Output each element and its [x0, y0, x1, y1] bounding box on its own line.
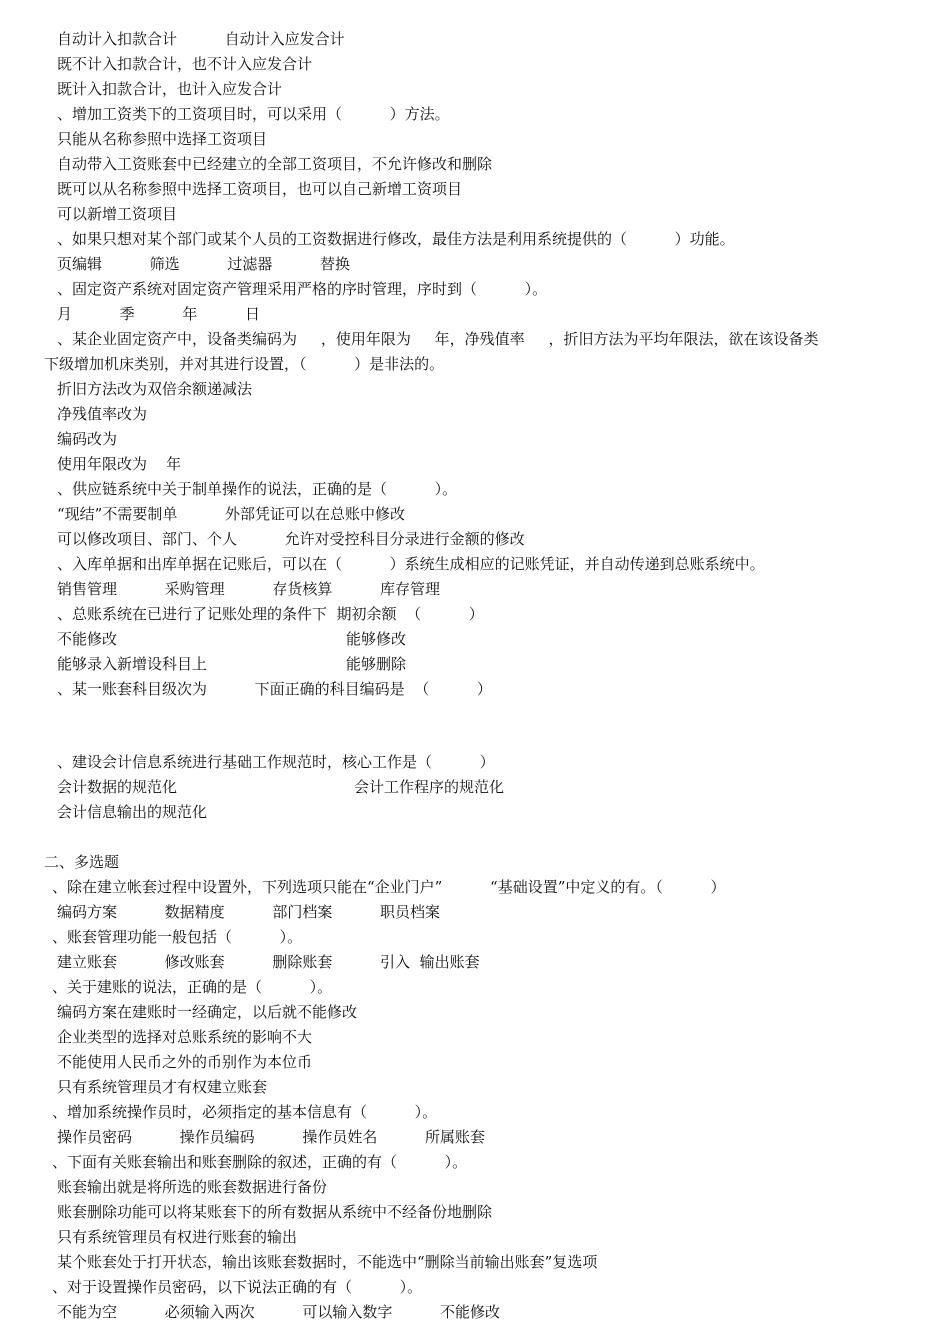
- option-line: 建立账套 修改账套 删除账套 引入 输出账套: [57, 953, 480, 971]
- question-line: 、某一账套科目级次为 下面正确的科目编码是 （ ）: [57, 680, 492, 698]
- option-line: 会计数据的规范化: [57, 778, 178, 796]
- question-line: 、总账系统在已进行了记账处理的条件下 期初余额 （ ）: [57, 605, 484, 623]
- option-line: 可以新增工资项目: [57, 205, 178, 223]
- option-line: 能够录入新增设科目上: [57, 655, 208, 673]
- option-line: 不能使用人民币之外的币别作为本位币: [57, 1053, 313, 1071]
- question-line: 、建设会计信息系统进行基础工作规范时，核心工作是（ ）: [57, 753, 495, 771]
- option-line: 会计信息输出的规范化: [57, 803, 208, 821]
- text-line: 既计入扣款合计，也计入应发合计: [57, 80, 283, 98]
- option-line: 销售管理 采购管理 存货核算 库存管理: [57, 580, 441, 598]
- option-line: 只能从名称参照中选择工资项目: [57, 130, 268, 148]
- option-line: 编码改为: [57, 430, 118, 448]
- option-line: 操作员密码 操作员编码 操作员姓名 所属账套: [57, 1128, 486, 1146]
- question-line-continued: 下级增加机床类别，并对其进行设置，（ ）是非法的。: [44, 355, 445, 373]
- option-line: 会计工作程序的规范化: [354, 778, 505, 796]
- question-line: 、供应链系统中关于制单操作的说法，正确的是（ ）。: [57, 480, 458, 498]
- option-line: 编码方案在建账时一经确定，以后就不能修改: [57, 1003, 358, 1021]
- option-line: 能够删除: [346, 655, 407, 673]
- option-line: 折旧方法改为双倍余额递减法: [57, 380, 253, 398]
- option-line: 页编辑 筛选 过滤器 替换: [57, 255, 351, 273]
- option-line: 账套输出就是将所选的账套数据进行备份: [57, 1178, 328, 1196]
- question-line: 、固定资产系统对固定资产管理采用严格的序时管理，序时到（ ）。: [57, 280, 548, 298]
- option-line: 账套删除功能可以将某账套下的所有数据从系统中不经备份地删除: [57, 1203, 493, 1221]
- option-line: 既可以从名称参照中选择工资项目，也可以自己新增工资项目: [57, 180, 463, 198]
- text-line: 既不计入扣款合计，也不计入应发合计: [57, 55, 313, 73]
- option-line: 能够修改: [346, 630, 407, 648]
- option-line: 不能为空 必须输入两次 可以输入数字 不能修改: [57, 1303, 501, 1321]
- question-line: 、增加工资类下的工资项目时，可以采用（ ）方法。: [57, 105, 450, 123]
- option-line: 只有系统管理员才有权建立账套: [57, 1078, 268, 1096]
- question-line: 、某企业固定资产中，设备类编码为 ，使用年限为 年，净残值率 ，折旧方法为平均年限法，欲在该设备类: [57, 330, 819, 348]
- option-line: 企业类型的选择对总账系统的影响不大: [57, 1028, 313, 1046]
- option-line: 自动带入工资账套中已经建立的全部工资项目，不允许修改和删除: [57, 155, 493, 173]
- question-line: 、如果只想对某个部门或某个人员的工资数据进行修改，最佳方法是利用系统提供的（ ）功能。: [57, 230, 735, 248]
- question-line: 、对于设置操作员密码，以下说法正确的有（ ）。: [52, 1278, 423, 1296]
- question-line: 、账套管理功能一般包括（ ）。: [52, 928, 303, 946]
- option-line: 只有系统管理员有权进行账套的输出: [57, 1228, 298, 1246]
- option-line: 月 季 年 日: [57, 305, 261, 323]
- option-line: 编码方案 数据精度 部门档案 职员档案: [57, 903, 441, 921]
- option-line: 可以修改项目、部门、个人 允许对受控科目分录进行金额的修改: [57, 530, 525, 548]
- option-line: “现结”不需要制单 外部凭证可以在总账中修改: [57, 505, 406, 523]
- text-line: 自动计入扣款合计 自动计入应发合计: [57, 30, 345, 48]
- question-line: 、入库单据和出库单据在记账后，可以在（ ）系统生成相应的记账凭证，并自动传递到总账系统中。: [57, 555, 765, 573]
- option-line: 不能修改: [57, 630, 118, 648]
- option-line: 使用年限改为 年: [57, 455, 182, 473]
- question-line: 、关于建账的说法，正确的是（ ）。: [52, 978, 333, 996]
- option-line: 净残值率改为: [57, 405, 148, 423]
- question-line: 、下面有关账套输出和账套删除的叙述，正确的有（ ）。: [52, 1153, 468, 1171]
- question-line: 、除在建立帐套过程中设置外，下列选项只能在“企业门户” “基础设置”中定义的有。（ ）: [52, 878, 726, 896]
- option-line: 某个账套处于打开状态，输出该账套数据时，不能选中“删除当前输出账套”复选项: [57, 1253, 598, 1271]
- question-line: 、增加系统操作员时，必须指定的基本信息有（ ）。: [52, 1103, 438, 1121]
- section-heading: 二、多选题: [44, 853, 120, 871]
